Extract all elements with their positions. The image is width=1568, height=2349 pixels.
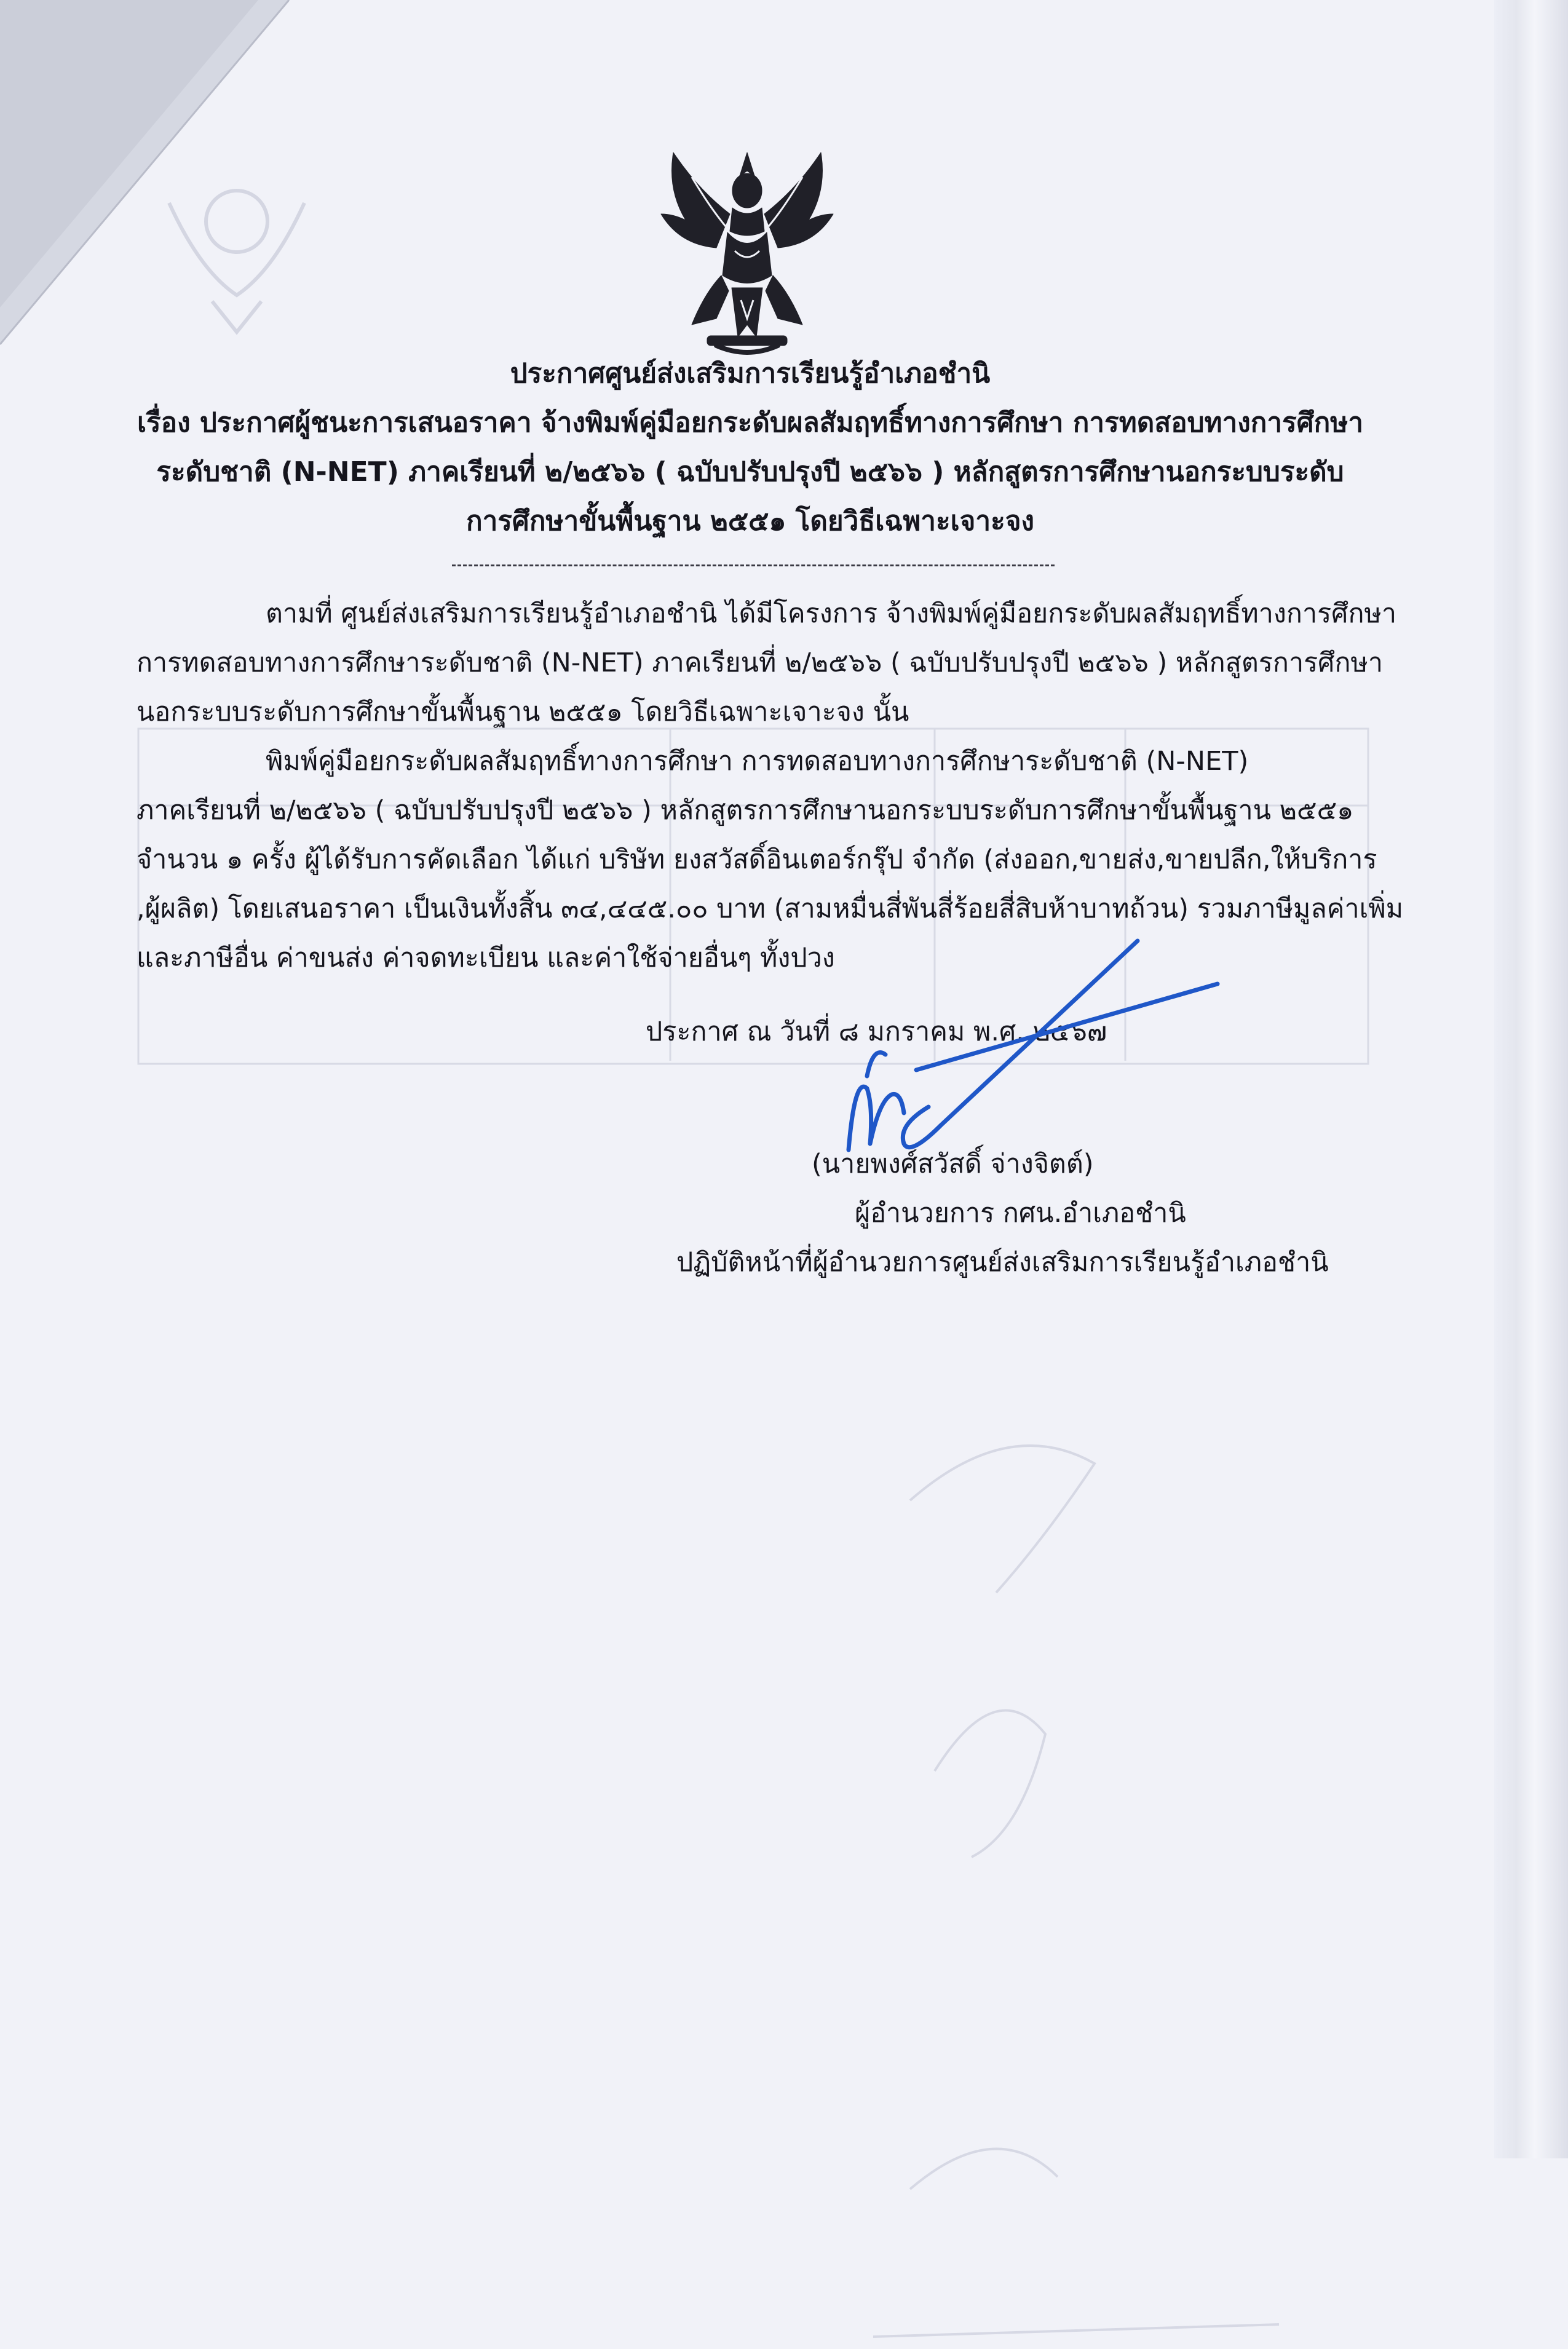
paragraph-1-line-2: การทดสอบทางการศึกษาระดับชาติ (N-NET) ภาคเรียนที่ ๒/๒๕๖๖ ( ฉบับปรับปรุงปี ๒๕๖๖ ) หลักสูตรการศึกษา <box>137 648 1384 678</box>
subject-line-3: การศึกษาขั้นพื้นฐาน ๒๕๕๑ โดยวิธีเฉพาะเจาะจง <box>465 505 1035 537</box>
paragraph-2-line-2: ภาคเรียนที่ ๒/๒๕๖๖ ( ฉบับปรับปรุงปี ๒๕๖๖ ) หลักสูตรการศึกษานอกระบบระดับการศึกษาขั้นพื้นฐาน ๒๕๕๑ <box>137 795 1354 826</box>
subject-line-1: เรื่อง ประกาศผู้ชนะการเสนอราคา จ้างพิมพ์คู่มือยกระดับผลสัมฤทธิ์ทางการศึกษา การทดสอบทางการศึกษา <box>137 407 1364 438</box>
signatory-name: (นายพงศ์สวัสดิ์ จ่างจิตต์) <box>812 1149 1094 1179</box>
subject-line-2: ระดับชาติ (N-NET) ภาคเรียนที่ ๒/๒๕๖๖ ( ฉบับปรับปรุงปี ๒๕๖๖ ) หลักสูตรการศึกษานอกระบบระดับ <box>156 456 1344 488</box>
handwritten-signature-icon <box>812 922 1242 1181</box>
signatory-position-1: ผู้อำนวยการ กศน.อำเภอชำนิ <box>855 1198 1186 1229</box>
paragraph-2-line-5: และภาษีอื่น ค่าขนส่ง ค่าจดทะเบียน และค่าใช้จ่ายอื่นๆ ทั้งปวง <box>137 943 835 973</box>
garuda-emblem-icon <box>649 140 845 362</box>
paragraph-2-line-1: พิมพ์คู่มือยกระดับผลสัมฤทธิ์ทางการศึกษา การทดสอบทางการศึกษาระดับชาติ (N-NET) <box>266 746 1249 777</box>
document-title: ประกาศศูนย์ส่งเสริมการเรียนรู้อำเภอชำนิ <box>510 358 991 389</box>
paragraph-1-line-3: นอกระบบระดับการศึกษาขั้นพื้นฐาน ๒๕๕๑ โดยวิธีเฉพาะเจาะจง นั้น <box>137 697 909 727</box>
signatory-position-2: ปฏิบัติหน้าที่ผู้อำนวยการศูนย์ส่งเสริมการเรียนรู้อำเภอชำนิ <box>676 1247 1329 1278</box>
title-divider <box>452 564 1055 566</box>
stacked-page-edges <box>1494 0 1568 2158</box>
signature <box>812 922 1242 1181</box>
paragraph-2-line-4: ,ผู้ผลิต) โดยเสนอราคา เป็นเงินทั้งสิ้น ๓๔,๔๔๕.๐๐ บาท (สามหมื่นสี่พันสี่ร้อยสี่สิบห้าบาทถ้วน) รวมภาษีมูลค่าเพิ่ม <box>137 893 1404 924</box>
paragraph-1-line-1: ตามที่ ศูนย์ส่งเสริมการเรียนรู้อำเภอชำนิ ได้มีโครงการ จ้างพิมพ์คู่มือยกระดับผลสัมฤทธิ์ทางการศึกษา <box>266 598 1397 629</box>
paragraph-2-line-3: จำนวน ๑ ครั้ง ผู้ได้รับการคัดเลือก ได้แก่ บริษัท ยงสวัสดิ์อินเตอร์กรุ๊ป จำกัด (ส่งออก,ขายส่ง,ขายปลีก,ให้บริการ <box>137 844 1377 875</box>
garuda-emblem <box>649 140 845 362</box>
announcement-date: ประกาศ ณ วันที่ ๘ มกราคม พ.ศ. ๒๕๖๗ <box>646 1016 1107 1047</box>
